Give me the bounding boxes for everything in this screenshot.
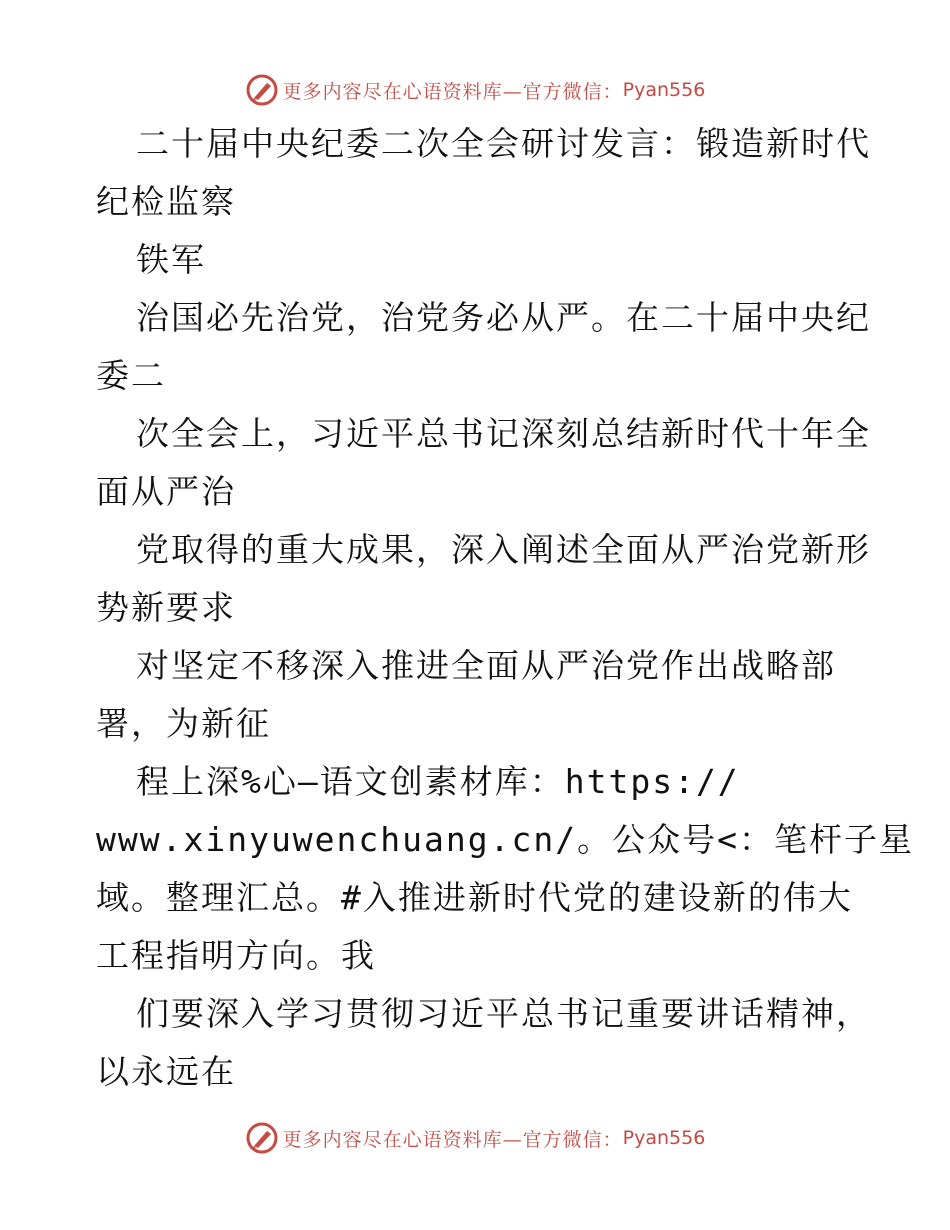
document-line: 面从严治 (96, 472, 236, 511)
pen-seal-icon (245, 73, 279, 107)
document-line: 铁军 (136, 240, 206, 279)
document-line: 对坚定不移深入推进全面从严治党作出战略部 (136, 646, 836, 685)
document-line: 党取得的重大成果，深入阐述全面从严治党新形 (136, 530, 871, 569)
banner-text: 更多内容尽在心语资料库—官方微信： (282, 80, 623, 103)
document-line: 工程指明方向。我 (96, 936, 376, 975)
document-line: www.xinyuwenchuang.cn/。公众号<：笔杆子星 (96, 820, 914, 859)
document-body (96, 115, 914, 1101)
document-line: 们要深入学习贯彻习近平总书记重要讲话精神， (136, 994, 871, 1033)
document-line: 势新要求 (96, 588, 236, 627)
pen-seal-icon (245, 1121, 279, 1155)
document-line: 署，为新征 (96, 704, 271, 743)
document-line: 程上深%心—语文创素材库：https:// (136, 762, 740, 801)
banner-contact: Pyan556 (622, 1127, 706, 1149)
document-line: 二十届中央纪委二次全会研讨发言：锻造新时代 (136, 124, 871, 163)
document-line: 纪检监察 (96, 182, 236, 221)
banner-text: 更多内容尽在心语资料库—官方微信： (282, 1128, 623, 1151)
header-watermark-banner (0, 70, 950, 110)
document-line: 以永远在 (96, 1052, 236, 1091)
banner-contact: Pyan556 (622, 79, 706, 101)
document-line: 委二 (96, 356, 166, 395)
document-line: 域。整理汇总。#入推进新时代党的建设新的伟大 (96, 878, 853, 917)
document-line: 治国必先治党，治党务必从严。在二十届中央纪 (136, 298, 871, 337)
footer-watermark-banner (0, 1118, 950, 1158)
document-line: 次全会上，习近平总书记深刻总结新时代十年全 (136, 414, 871, 453)
